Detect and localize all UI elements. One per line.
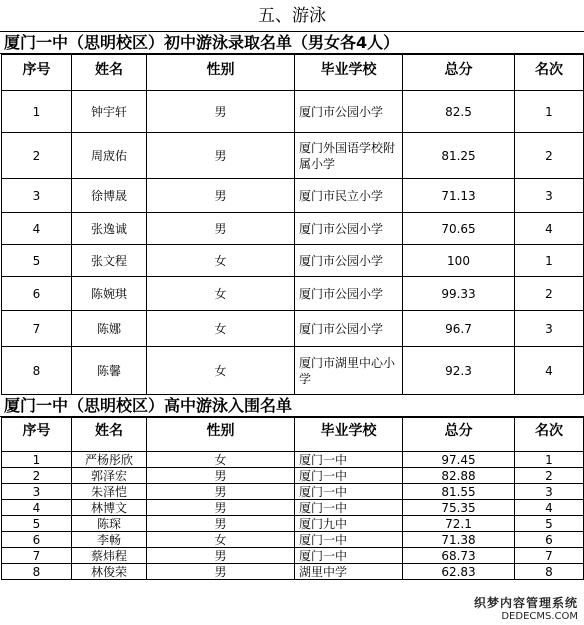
table-row bbox=[2, 452, 584, 468]
table-row bbox=[2, 133, 584, 179]
cell-score: 68.73 bbox=[403, 548, 515, 564]
cell-name: 周宬佑 bbox=[72, 133, 147, 179]
cell-name: 陈馨 bbox=[72, 347, 147, 395]
cell-gender: 女 bbox=[147, 347, 295, 395]
cell-rank: 4 bbox=[515, 347, 584, 395]
table-row bbox=[2, 484, 584, 500]
cell-index: 3 bbox=[2, 484, 72, 500]
cell-gender: 男 bbox=[147, 516, 295, 532]
table-row bbox=[2, 179, 584, 213]
table-row bbox=[2, 91, 584, 133]
cell-gender: 女 bbox=[147, 277, 295, 311]
cell-school: 厦门市公园小学 bbox=[295, 245, 403, 277]
cell-index: 1 bbox=[2, 91, 72, 133]
cell-score: 82.5 bbox=[403, 91, 515, 133]
cell-name: 林博文 bbox=[72, 500, 147, 516]
cell-rank: 3 bbox=[515, 484, 584, 500]
cell-school: 湖里中学 bbox=[295, 564, 403, 580]
cell-name: 郭泽宏 bbox=[72, 468, 147, 484]
cell-school: 厦门一中 bbox=[295, 452, 403, 468]
cell-rank: 2 bbox=[515, 133, 584, 179]
cell-gender: 女 bbox=[147, 245, 295, 277]
cell-index: 1 bbox=[2, 452, 72, 468]
table-row bbox=[2, 245, 584, 277]
table-row bbox=[2, 500, 584, 516]
cell-rank: 3 bbox=[515, 179, 584, 213]
cell-gender: 女 bbox=[147, 311, 295, 347]
cell-name: 徐博晟 bbox=[72, 179, 147, 213]
table1-title: 厦门一中（思明校区）初中游泳录取名单（男女各4人） bbox=[0, 32, 584, 54]
cell-school: 厦门市民立小学 bbox=[295, 179, 403, 213]
cell-index: 7 bbox=[2, 548, 72, 564]
cell-rank: 8 bbox=[515, 564, 584, 580]
cell-school: 厦门市公园小学 bbox=[295, 91, 403, 133]
cell-score: 70.65 bbox=[403, 213, 515, 245]
cell-school: 厦门一中 bbox=[295, 532, 403, 548]
cell-rank: 3 bbox=[515, 311, 584, 347]
cell-gender: 男 bbox=[147, 468, 295, 484]
cell-gender: 男 bbox=[147, 179, 295, 213]
header-rank: 名次 bbox=[515, 418, 584, 452]
watermark bbox=[474, 597, 578, 623]
cell-index: 8 bbox=[2, 564, 72, 580]
cell-index: 6 bbox=[2, 277, 72, 311]
table-row bbox=[2, 548, 584, 564]
table1-header-row bbox=[2, 55, 584, 91]
table-row bbox=[2, 347, 584, 395]
header-index: 序号 bbox=[2, 418, 72, 452]
cell-score: 71.38 bbox=[403, 532, 515, 548]
cell-index: 5 bbox=[2, 516, 72, 532]
table-row bbox=[2, 277, 584, 311]
table-row bbox=[2, 311, 584, 347]
cell-school: 厦门市公园小学 bbox=[295, 277, 403, 311]
table-row bbox=[2, 213, 584, 245]
cell-name: 李畅 bbox=[72, 532, 147, 548]
cell-name: 林俊荣 bbox=[72, 564, 147, 580]
cell-rank: 4 bbox=[515, 500, 584, 516]
cell-name: 陈琛 bbox=[72, 516, 147, 532]
cell-score: 99.33 bbox=[403, 277, 515, 311]
cell-gender: 男 bbox=[147, 500, 295, 516]
cell-rank: 2 bbox=[515, 277, 584, 311]
cell-gender: 女 bbox=[147, 452, 295, 468]
header-gender: 性别 bbox=[147, 418, 295, 452]
cell-rank: 5 bbox=[515, 516, 584, 532]
cell-index: 4 bbox=[2, 213, 72, 245]
cell-score: 75.35 bbox=[403, 500, 515, 516]
header-rank: 名次 bbox=[515, 55, 584, 91]
cell-name: 蔡炜程 bbox=[72, 548, 147, 564]
cell-score: 92.3 bbox=[403, 347, 515, 395]
cell-rank: 1 bbox=[515, 452, 584, 468]
cell-school: 厦门一中 bbox=[295, 500, 403, 516]
watermark-url: DEDECMS.COM bbox=[501, 611, 578, 622]
header-school: 毕业学校 bbox=[295, 418, 403, 452]
cell-name: 陈娜 bbox=[72, 311, 147, 347]
cell-school: 厦门市公园小学 bbox=[295, 213, 403, 245]
cell-gender: 男 bbox=[147, 548, 295, 564]
cell-gender: 女 bbox=[147, 532, 295, 548]
header-name: 姓名 bbox=[72, 55, 147, 91]
cell-score: 62.83 bbox=[403, 564, 515, 580]
cell-gender: 男 bbox=[147, 484, 295, 500]
page-title: 五、游泳 bbox=[0, 0, 584, 32]
cell-gender: 男 bbox=[147, 564, 295, 580]
cell-name: 张文程 bbox=[72, 245, 147, 277]
cell-school: 厦门外国语学校附属小学 bbox=[295, 133, 403, 179]
cell-school: 厦门市湖里中心小学 bbox=[295, 347, 403, 395]
header-score: 总分 bbox=[403, 55, 515, 91]
cell-score: 72.1 bbox=[403, 516, 515, 532]
cell-gender: 男 bbox=[147, 133, 295, 179]
cell-name: 朱泽恺 bbox=[72, 484, 147, 500]
header-gender: 性别 bbox=[147, 55, 295, 91]
cell-gender: 男 bbox=[147, 213, 295, 245]
table-row bbox=[2, 564, 584, 580]
table2-title: 厦门一中（思明校区）高中游泳入围名单 bbox=[0, 395, 584, 417]
header-name: 姓名 bbox=[72, 418, 147, 452]
cell-school: 厦门一中 bbox=[295, 548, 403, 564]
cell-name: 钟宇轩 bbox=[72, 91, 147, 133]
watermark-text: 织梦内容管理系统 bbox=[473, 596, 578, 610]
table1 bbox=[1, 54, 584, 395]
cell-school: 厦门市公园小学 bbox=[295, 311, 403, 347]
cell-gender: 男 bbox=[147, 91, 295, 133]
header-index: 序号 bbox=[2, 55, 72, 91]
cell-index: 3 bbox=[2, 179, 72, 213]
cell-index: 2 bbox=[2, 133, 72, 179]
cell-school: 厦门九中 bbox=[295, 516, 403, 532]
cell-score: 96.7 bbox=[403, 311, 515, 347]
cell-score: 100 bbox=[403, 245, 515, 277]
cell-school: 厦门一中 bbox=[295, 484, 403, 500]
cell-rank: 4 bbox=[515, 213, 584, 245]
cell-school: 厦门一中 bbox=[295, 468, 403, 484]
cell-index: 5 bbox=[2, 245, 72, 277]
cell-rank: 1 bbox=[515, 91, 584, 133]
cell-score: 82.88 bbox=[403, 468, 515, 484]
cell-score: 71.13 bbox=[403, 179, 515, 213]
cell-rank: 1 bbox=[515, 245, 584, 277]
header-school: 毕业学校 bbox=[295, 55, 403, 91]
cell-rank: 7 bbox=[515, 548, 584, 564]
cell-name: 严杨彤欣 bbox=[72, 452, 147, 468]
cell-name: 陈婉琪 bbox=[72, 277, 147, 311]
header-score: 总分 bbox=[403, 418, 515, 452]
cell-score: 81.55 bbox=[403, 484, 515, 500]
cell-name: 张逸诚 bbox=[72, 213, 147, 245]
cell-index: 4 bbox=[2, 500, 72, 516]
cell-score: 97.45 bbox=[403, 452, 515, 468]
cell-rank: 2 bbox=[515, 468, 584, 484]
cell-index: 7 bbox=[2, 311, 72, 347]
cell-index: 6 bbox=[2, 532, 72, 548]
table-row bbox=[2, 532, 584, 548]
cell-rank: 6 bbox=[515, 532, 584, 548]
table2-header-row bbox=[2, 418, 584, 452]
cell-score: 81.25 bbox=[403, 133, 515, 179]
cell-index: 8 bbox=[2, 347, 72, 395]
table-row bbox=[2, 468, 584, 484]
cell-index: 2 bbox=[2, 468, 72, 484]
table-row bbox=[2, 516, 584, 532]
table2 bbox=[1, 417, 584, 580]
